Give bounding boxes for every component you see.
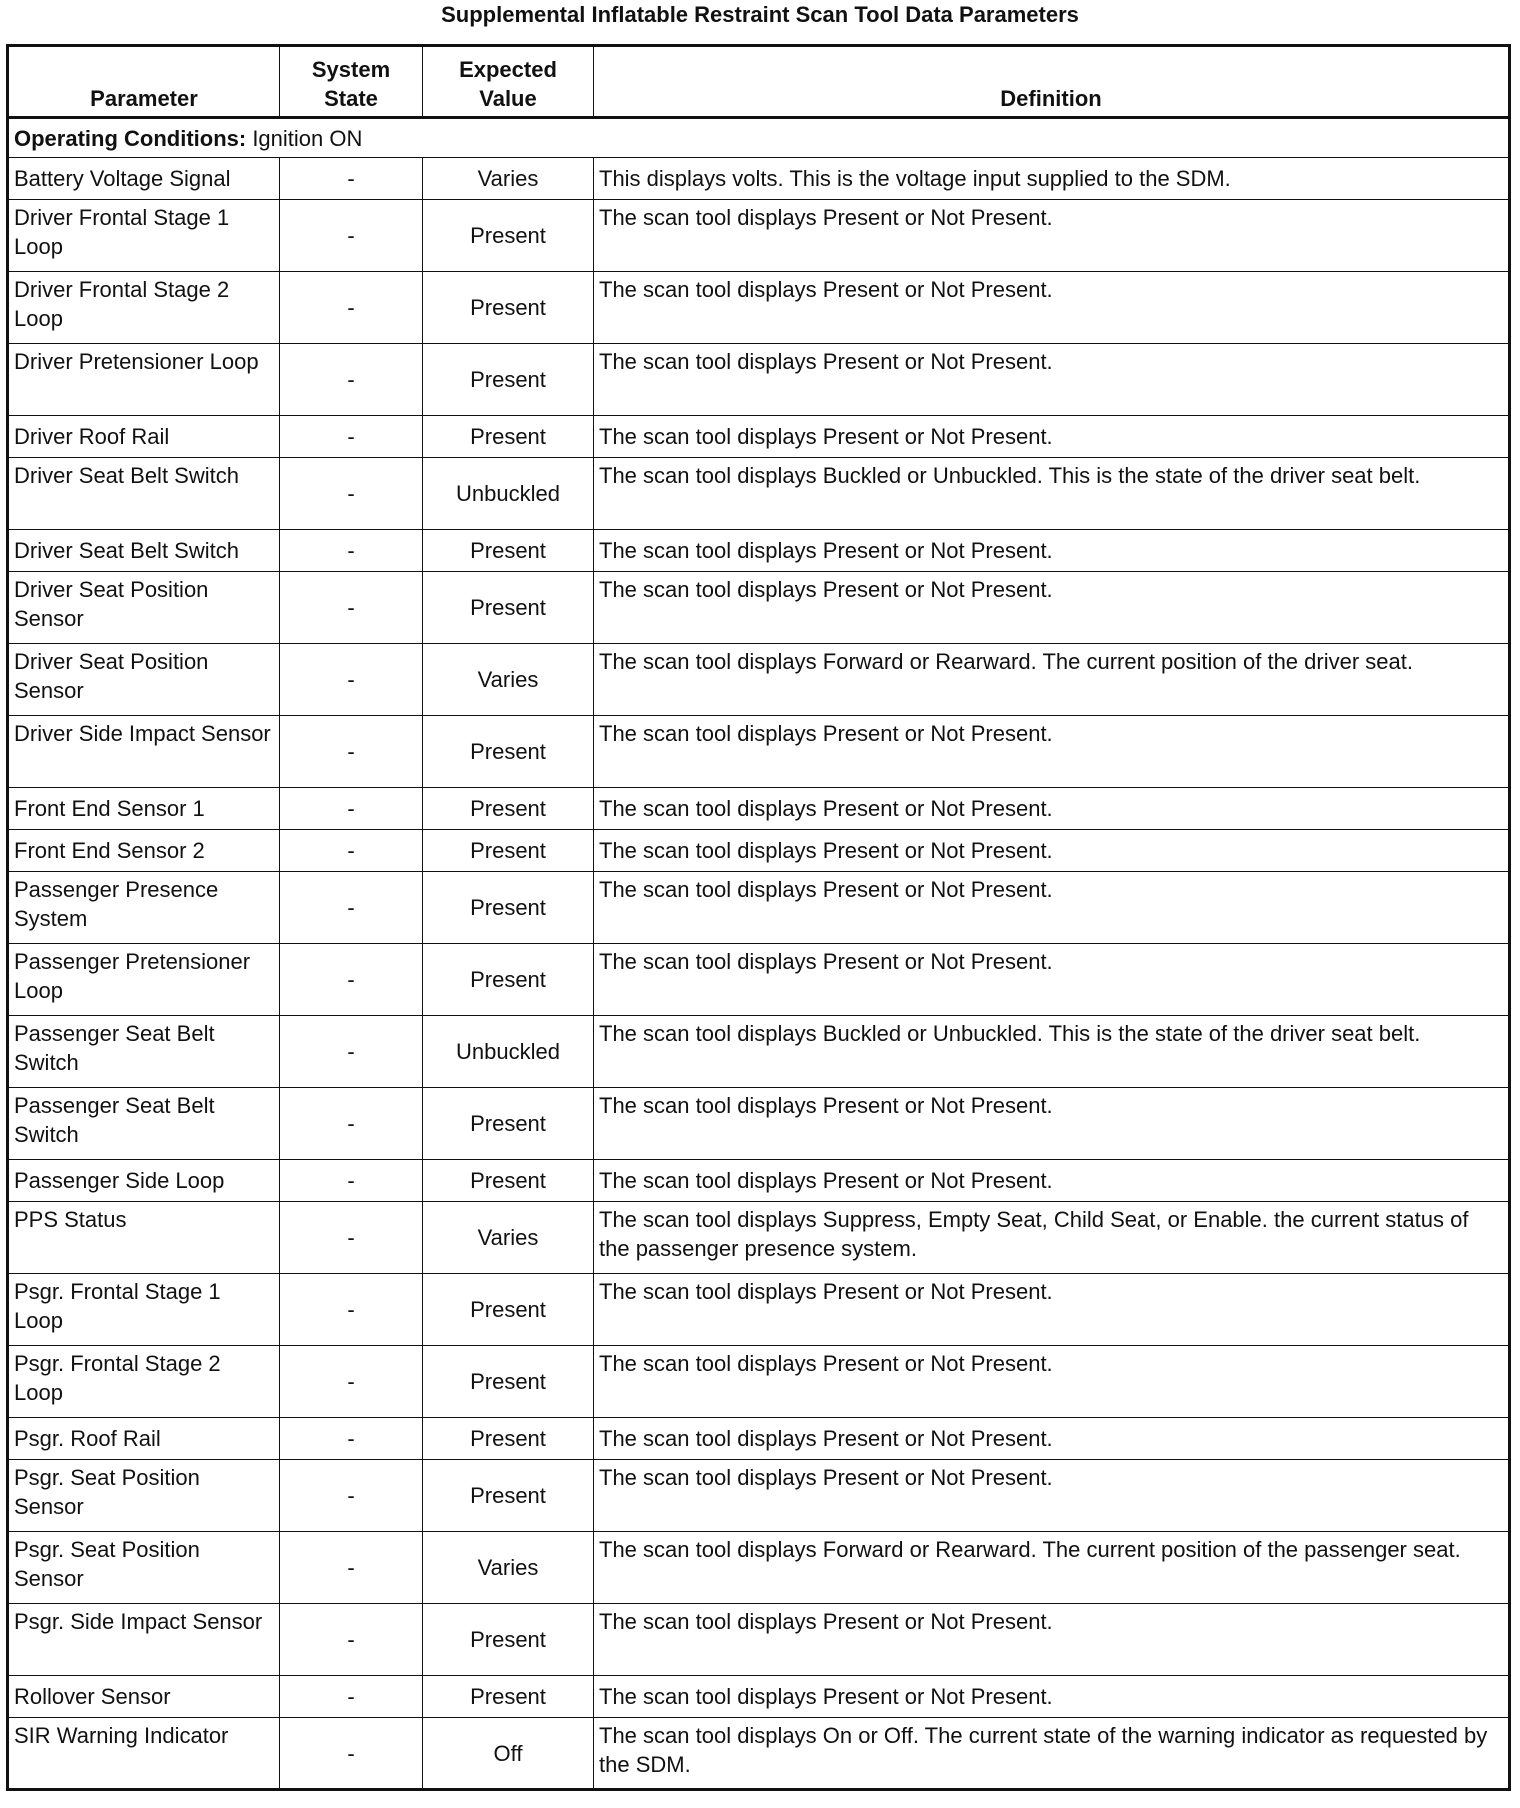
expected-value-cell: Present (423, 272, 594, 344)
parameter-cell: Driver Seat Position Sensor (8, 644, 280, 716)
system-state-cell: - (280, 716, 423, 788)
parameter-cell: Battery Voltage Signal (8, 158, 280, 200)
system-state-cell: - (280, 1532, 423, 1604)
parameter-cell: Psgr. Roof Rail (8, 1418, 280, 1460)
system-state-cell: - (280, 1088, 423, 1160)
definition-cell: The scan tool displays Present or Not Present. (594, 944, 1510, 1016)
definition-cell: The scan tool displays Present or Not Present. (594, 1088, 1510, 1160)
system-state-cell: - (280, 200, 423, 272)
system-state-cell: - (280, 1418, 423, 1460)
table-row (8, 272, 1510, 344)
header-system-state (280, 46, 423, 118)
parameter-cell: PPS Status (8, 1202, 280, 1274)
table-row (8, 1016, 1510, 1088)
parameter-cell: Driver Frontal Stage 2 Loop (8, 272, 280, 344)
expected-value-cell: Varies (423, 1202, 594, 1274)
system-state-cell: - (280, 572, 423, 644)
table-row (8, 200, 1510, 272)
definition-cell: The scan tool displays Present or Not Present. (594, 1346, 1510, 1418)
table-row (8, 1604, 1510, 1676)
expected-value-cell: Present (423, 344, 594, 416)
expected-value-cell: Present (423, 530, 594, 572)
parameter-cell: Front End Sensor 2 (8, 830, 280, 872)
table-row (8, 572, 1510, 644)
parameter-cell: Driver Side Impact Sensor (8, 716, 280, 788)
parameter-cell: Passenger Pretensioner Loop (8, 944, 280, 1016)
header-system-state-line1: System (311, 57, 391, 82)
table-row (8, 416, 1510, 458)
definition-cell: The scan tool displays Present or Not Present. (594, 716, 1510, 788)
expected-value-cell: Present (423, 1604, 594, 1676)
header-system-state-line2: State (324, 86, 378, 111)
system-state-cell: - (280, 1460, 423, 1532)
expected-value-cell: Varies (423, 1532, 594, 1604)
table-row (8, 788, 1510, 830)
expected-value-cell: Present (423, 1676, 594, 1718)
parameter-cell: Driver Seat Belt Switch (8, 458, 280, 530)
definition-cell: The scan tool displays Present or Not Present. (594, 872, 1510, 944)
table-header (8, 46, 1510, 118)
system-state-cell: - (280, 1604, 423, 1676)
parameter-cell: Rollover Sensor (8, 1676, 280, 1718)
expected-value-cell: Present (423, 872, 594, 944)
expected-value-cell: Present (423, 1160, 594, 1202)
header-expected-value (423, 46, 594, 118)
definition-cell: The scan tool displays Present or Not Present. (594, 572, 1510, 644)
expected-value-cell: Present (423, 1274, 594, 1346)
table-row (8, 944, 1510, 1016)
table-row (8, 1418, 1510, 1460)
definition-cell: The scan tool displays Present or Not Present. (594, 1160, 1510, 1202)
system-state-cell: - (280, 1202, 423, 1274)
system-state-cell: - (280, 458, 423, 530)
parameter-cell: Passenger Seat Belt Switch (8, 1016, 280, 1088)
operating-conditions-cell (8, 118, 1510, 158)
definition-cell: The scan tool displays Present or Not Present. (594, 272, 1510, 344)
system-state-cell: - (280, 1718, 423, 1790)
expected-value-cell: Unbuckled (423, 458, 594, 530)
expected-value-cell: Present (423, 572, 594, 644)
parameter-cell: Passenger Seat Belt Switch (8, 1088, 280, 1160)
parameter-cell: Driver Roof Rail (8, 416, 280, 458)
expected-value-cell: Unbuckled (423, 1016, 594, 1088)
system-state-cell: - (280, 830, 423, 872)
parameter-cell: Psgr. Side Impact Sensor (8, 1604, 280, 1676)
parameter-cell: Psgr. Frontal Stage 2 Loop (8, 1346, 280, 1418)
expected-value-cell: Present (423, 716, 594, 788)
table-row (8, 830, 1510, 872)
expected-value-cell: Present (423, 1088, 594, 1160)
table-row (8, 458, 1510, 530)
system-state-cell: - (280, 944, 423, 1016)
expected-value-cell: Present (423, 944, 594, 1016)
system-state-cell: - (280, 1016, 423, 1088)
expected-value-cell: Present (423, 788, 594, 830)
parameter-cell: Psgr. Frontal Stage 1 Loop (8, 1274, 280, 1346)
table-row (8, 1532, 1510, 1604)
definition-cell: The scan tool displays Buckled or Unbuckled. This is the state of the driver seat belt. (594, 458, 1510, 530)
definition-cell: The scan tool displays Suppress, Empty Seat, Child Seat, or Enable. the current status of the passenger presence system. (594, 1202, 1510, 1274)
operating-conditions-value: Ignition ON (246, 125, 363, 151)
expected-value-cell: Present (423, 200, 594, 272)
expected-value-cell: Present (423, 416, 594, 458)
table-row (8, 716, 1510, 788)
header-expected-value-line2: Value (479, 86, 537, 111)
expected-value-cell: Present (423, 1418, 594, 1460)
parameter-cell: Front End Sensor 1 (8, 788, 280, 830)
system-state-cell: - (280, 644, 423, 716)
definition-cell: The scan tool displays Present or Not Present. (594, 1460, 1510, 1532)
table-row (8, 1202, 1510, 1274)
table-row (8, 344, 1510, 416)
parameter-cell: Driver Frontal Stage 1 Loop (8, 200, 280, 272)
table-row (8, 872, 1510, 944)
table-row (8, 1160, 1510, 1202)
expected-value-cell: Present (423, 830, 594, 872)
system-state-cell: - (280, 416, 423, 458)
system-state-cell: - (280, 1676, 423, 1718)
table-body (8, 118, 1510, 1790)
operating-conditions-row (8, 118, 1510, 158)
definition-cell: The scan tool displays On or Off. The current state of the warning indicator as requested by the SDM. (594, 1718, 1510, 1790)
definition-cell: The scan tool displays Present or Not Present. (594, 1418, 1510, 1460)
definition-cell: The scan tool displays Forward or Rearward. The current position of the driver seat. (594, 644, 1510, 716)
definition-cell: The scan tool displays Present or Not Present. (594, 200, 1510, 272)
system-state-cell: - (280, 530, 423, 572)
header-definition: Definition (594, 46, 1510, 118)
table-row (8, 1346, 1510, 1418)
parameter-cell: Passenger Presence System (8, 872, 280, 944)
definition-cell: The scan tool displays Present or Not Present. (594, 1676, 1510, 1718)
header-parameter: Parameter (8, 46, 280, 118)
table-row (8, 1088, 1510, 1160)
system-state-cell: - (280, 872, 423, 944)
parameter-cell: Driver Pretensioner Loop (8, 344, 280, 416)
table-row (8, 530, 1510, 572)
parameter-cell: Passenger Side Loop (8, 1160, 280, 1202)
system-state-cell: - (280, 1346, 423, 1418)
definition-cell: The scan tool displays Present or Not Present. (594, 830, 1510, 872)
expected-value-cell: Present (423, 1460, 594, 1532)
definition-cell: The scan tool displays Forward or Rearward. The current position of the passenger seat. (594, 1532, 1510, 1604)
operating-conditions-label: Operating Conditions: (14, 125, 247, 151)
expected-value-cell: Present (423, 1346, 594, 1418)
table-title: Supplemental Inflatable Restraint Scan Tool Data Parameters (441, 2, 1079, 27)
definition-cell: The scan tool displays Present or Not Present. (594, 1604, 1510, 1676)
table-row (8, 1676, 1510, 1718)
definition-cell: The scan tool displays Present or Not Present. (594, 1274, 1510, 1346)
definition-cell: The scan tool displays Present or Not Present. (594, 788, 1510, 830)
table-row (8, 1460, 1510, 1532)
parameter-cell: Driver Seat Position Sensor (8, 572, 280, 644)
parameter-cell: Driver Seat Belt Switch (8, 530, 280, 572)
header-expected-value-line1: Expected (459, 57, 557, 82)
definition-cell: The scan tool displays Buckled or Unbuckled. This is the state of the driver seat belt. (594, 1016, 1510, 1088)
definition-cell: The scan tool displays Present or Not Present. (594, 530, 1510, 572)
table-row (8, 644, 1510, 716)
definition-cell: The scan tool displays Present or Not Present. (594, 344, 1510, 416)
system-state-cell: - (280, 158, 423, 200)
table-row (8, 1274, 1510, 1346)
parameter-cell: SIR Warning Indicator (8, 1718, 280, 1790)
parameter-cell: Psgr. Seat Position Sensor (8, 1532, 280, 1604)
definition-cell: This displays volts. This is the voltage input supplied to the SDM. (594, 158, 1510, 200)
system-state-cell: - (280, 1160, 423, 1202)
expected-value-cell: Varies (423, 158, 594, 200)
definition-cell: The scan tool displays Present or Not Present. (594, 416, 1510, 458)
system-state-cell: - (280, 272, 423, 344)
expected-value-cell: Off (423, 1718, 594, 1790)
parameter-cell: Psgr. Seat Position Sensor (8, 1460, 280, 1532)
system-state-cell: - (280, 1274, 423, 1346)
system-state-cell: - (280, 344, 423, 416)
expected-value-cell: Varies (423, 644, 594, 716)
header-row (8, 46, 1510, 118)
table-row (8, 158, 1510, 200)
system-state-cell: - (280, 788, 423, 830)
scan-tool-data-table (6, 44, 1511, 1791)
table-row (8, 1718, 1510, 1790)
